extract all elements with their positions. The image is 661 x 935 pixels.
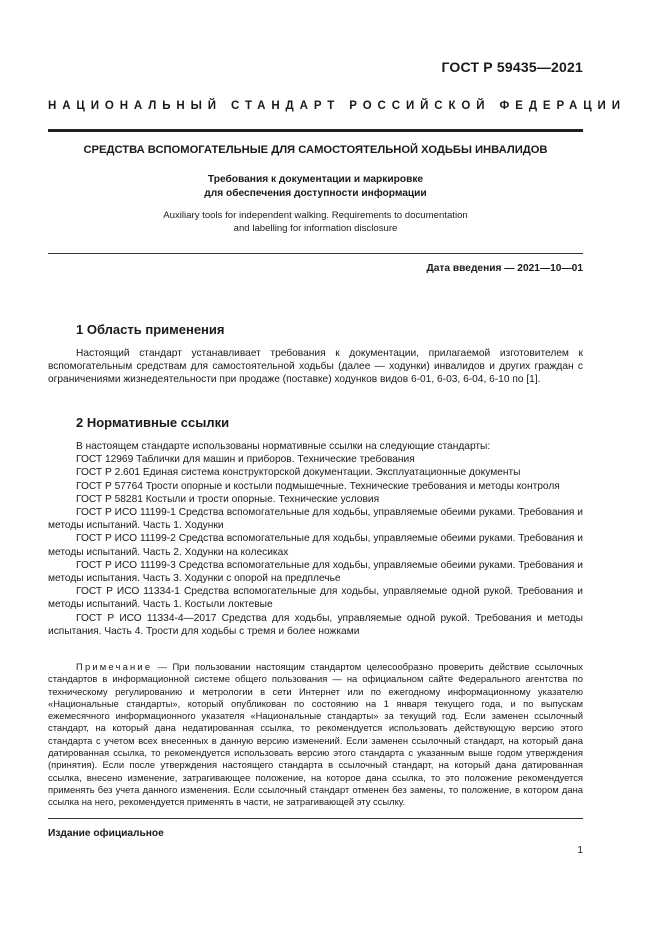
reference-item: ГОСТ Р ИСО 11334-1 Средства вспомогательные для ходьбы, управляемые одной рукой. Требования и методы испытаний. Часть 1. Костыли локтевые — [48, 586, 583, 611]
section-1-heading: 1 Область применения — [76, 322, 225, 337]
document-title: СРЕДСТВА ВСПОМОГАТЕЛЬНЫЕ ДЛЯ САМОСТОЯТЕЛЬНОЙ ХОДЬБЫ ИНВАЛИДОВ — [83, 144, 548, 156]
normative-references — [48, 440, 583, 638]
reference-item: ГОСТ Р ИСО 11199-3 Средства вспомогательные для ходьбы, управляемые обеими руками. Требования и методы испытания. Часть 3. Ходунки с опорой на предплечье — [48, 559, 583, 585]
section-2-heading: 2 Нормативные ссылки — [76, 415, 230, 430]
gost-code: ГОСТ Р 59435—2021 — [441, 59, 583, 75]
reference-item: ГОСТ Р 57764 Трости опорные и костыли подмышечные. Технические требования и методы контроля — [76, 480, 560, 492]
note — [48, 661, 583, 809]
national-standard-heading: НАЦИОНАЛЬНЫЙ СТАНДАРТ РОССИЙСКОЙ ФЕДЕРАЦИИ — [48, 100, 626, 112]
english-title-line-2: and labelling for information disclosure — [233, 222, 398, 234]
references-intro: В настоящем стандарте использованы нормативные ссылки на следующие стандарты: — [76, 441, 491, 452]
english-title — [48, 210, 583, 236]
reference-item: ГОСТ Р ИСО 11199-1 Средства вспомогательные для ходьбы, управляемые обеими руками. Требования и методы испытаний. Часть 1. Ходунки — [48, 507, 583, 532]
header-divider — [48, 129, 583, 132]
document-subtitle — [48, 173, 583, 200]
official-edition: Издание официальное — [48, 828, 164, 839]
introduction-date: Дата введения — 2021—10—01 — [426, 263, 583, 274]
page-number: 1 — [577, 845, 583, 856]
note-text: — При пользовании настоящим стандартом целесообразно проверить действие ссылочных стандартов в информационной системе общего пользования — на официальном сайте Федерального агентства по техническому регулированию и метрологии в сети Интернет или по ежегодному информационному указателю «Национальные стандарты», который опубликован по состоянию на 1 января текущего года, и по выпускам ежемесячного информационного указателя «Национальные стандарты» за текущий год. Если заменен ссылочный стандарт, на который дана недатированная ссылка, то рекомендуется использовать действующую версию этого стандарта с учетом всех внесенных в данную версию изменений. Если заменен ссылочный стандарт, на который дана датированная ссылка, то рекомендуется использовать версию этого стандарта с указанным выше годом утверждения (принятия). Если после утверждения настоящего стандарта в ссылочный стандарт, на который дана датированная ссылка, внесено изменение, затрагивающее положение, на которое дана ссылка, то это положение рекомендуется применять без учета данного изменения. Если ссылочный стандарт отменен без замены, то положение, в котором дана ссылка на него, рекомендуется применять в части, не затрагивающей эту ссылку. — [48, 661, 583, 808]
reference-item: ГОСТ Р ИСО 11334-4—2017 Средства для ходьбы, управляемые одной рукой. Требования и методы испытания. Часть 4. Трости для ходьбы с тремя и более ножками — [48, 612, 583, 637]
subtitle-line-1: Требования к документации и маркировке — [207, 174, 424, 185]
note-label: Примечание — [76, 661, 153, 672]
title-divider — [48, 253, 583, 254]
reference-item: ГОСТ Р 2.601 Единая система конструкторской документации. Эксплуатационные документы — [76, 467, 521, 479]
reference-item: ГОСТ Р ИСО 11199-2 Средства вспомогательные для ходьбы, управляемые обеими руками. Требования и методы испытаний. Часть 2. Ходунки на колесиках — [48, 533, 583, 558]
reference-item: ГОСТ 12969 Таблички для машин и приборов. Технические требования — [76, 454, 415, 466]
footer-divider — [48, 818, 583, 819]
section-1-text: Настоящий стандарт устанавливает требования к документации, прилагаемой изготовителем к вспомогательным средствам для самостоятельной ходьбы (далее — ходунки) инвалидов и других граждан с ограничениями жизнедеятельности при продаже (поставке) ходунков видов 6-01, 6-03, 6-04, 6-10 по [1]. — [48, 348, 583, 386]
reference-item: ГОСТ Р 58281 Костыли и трости опорные. Технические условия — [76, 493, 380, 505]
english-title-line-1: Auxiliary tools for independent walking. Requirements to documentation — [163, 210, 468, 221]
subtitle-line-2: для обеспечения доступности информации — [204, 187, 427, 199]
